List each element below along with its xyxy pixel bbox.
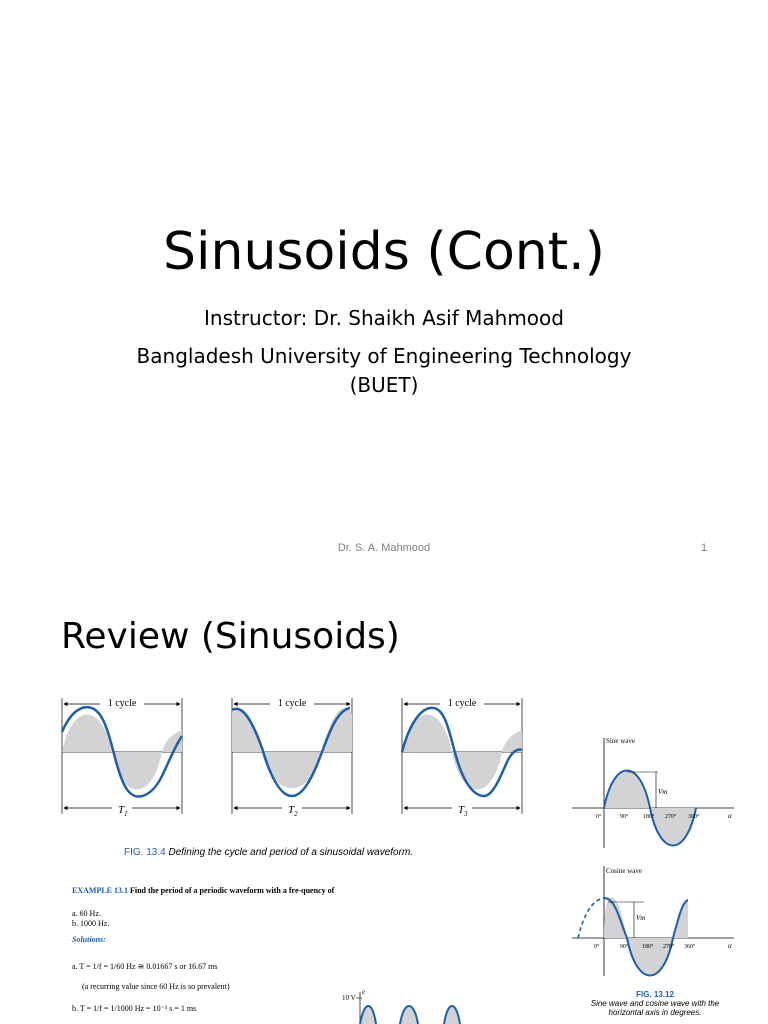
vm-label-cosine: Vm — [636, 914, 646, 922]
tick-270-cosine: 270° — [663, 944, 675, 950]
solution-note: (a recurring value since 60 Hz is so prevalent) — [82, 982, 230, 991]
sine-wave-label: Sine wave — [606, 737, 635, 745]
footer-author: Dr. S. A. Mahmood — [337, 542, 431, 554]
period-t2: $T_2$ — [288, 804, 298, 818]
fig-13-12-label: FIG. 13.12 — [636, 990, 674, 999]
axis-alpha-cosine: α — [728, 942, 732, 950]
tick-0-cosine: 0° — [594, 944, 600, 950]
university-line: Bangladesh University of Engineering Technology — [136, 344, 632, 368]
tick-180-cosine: 180° — [642, 944, 654, 950]
waveform-3 — [402, 697, 522, 818]
waveform-2 — [232, 697, 352, 818]
example-part-a: a. 60 Hz. — [72, 909, 101, 918]
example-part-b: b. 1000 Hz. — [72, 919, 110, 928]
fig-13-12-sine-wave — [570, 734, 740, 854]
solutions-heading: Solutions: — [72, 935, 106, 944]
fig-13-4-caption — [124, 847, 413, 858]
cycle-label-2: 1 cycle — [277, 698, 307, 709]
period-t1: $T_1$ — [118, 804, 128, 818]
page-number: 1 — [701, 542, 708, 554]
waveform-1 — [62, 697, 182, 818]
university-abbr: (BUET) — [349, 373, 419, 397]
fig-13-4-text: Defining the cycle and period of a sinusoidal waveform. — [168, 847, 414, 858]
cycle-label-1: 1 cycle — [107, 698, 137, 709]
fig-13-4-waveforms — [52, 692, 532, 822]
fig-13-4-label: FIG. 13.4 — [124, 847, 166, 858]
tick-90-cosine: 90° — [620, 944, 629, 950]
fig-13-12-caption — [570, 990, 740, 1017]
slide-title: Sinusoids (Cont.) — [163, 222, 605, 282]
period-t3: $T_3$ — [458, 804, 468, 818]
peak-label: 10 V — [342, 994, 356, 1002]
example-13-1 — [72, 886, 342, 896]
example-question: Find the period of a periodic waveform with a fre-quency of — [130, 886, 335, 895]
instructor-line: Instructor: Dr. Shaikh Asif Mahmood — [204, 306, 564, 330]
fig-13-12-cosine-wave — [570, 862, 740, 982]
e-label: e — [362, 988, 366, 996]
cycle-label-3: 1 cycle — [447, 698, 477, 709]
example-label: EXAMPLE 13.1 — [72, 886, 128, 895]
slide-title-review: Review (Sinusoids) — [61, 616, 400, 657]
example-waveform — [340, 988, 470, 1024]
tick-270-sine: 270° — [665, 814, 677, 820]
tick-0-sine: 0° — [596, 814, 602, 820]
tick-360-cosine: 360° — [684, 944, 696, 950]
fig-13-12-text-1: Sine wave and cosine wave with the — [590, 999, 720, 1008]
fig-13-12-text-2: horizontal axis in degrees. — [608, 1008, 702, 1017]
tick-90-sine: 90° — [620, 814, 629, 820]
tick-180-sine: 180° — [643, 814, 655, 820]
cosine-wave-label: Cosine wave — [606, 867, 642, 875]
solution-a: a. T = 1/f = 1/60 Hz ≅ 0.01667 s or 16.67 ms — [72, 962, 218, 971]
solution-b: b. T = 1/f = 1/1000 Hz = 10⁻³ s = 1 ms — [72, 1004, 197, 1013]
tick-360-sine: 360° — [688, 814, 700, 820]
axis-alpha-sine: α — [728, 812, 732, 820]
vm-label-sine: Vm — [658, 788, 668, 796]
